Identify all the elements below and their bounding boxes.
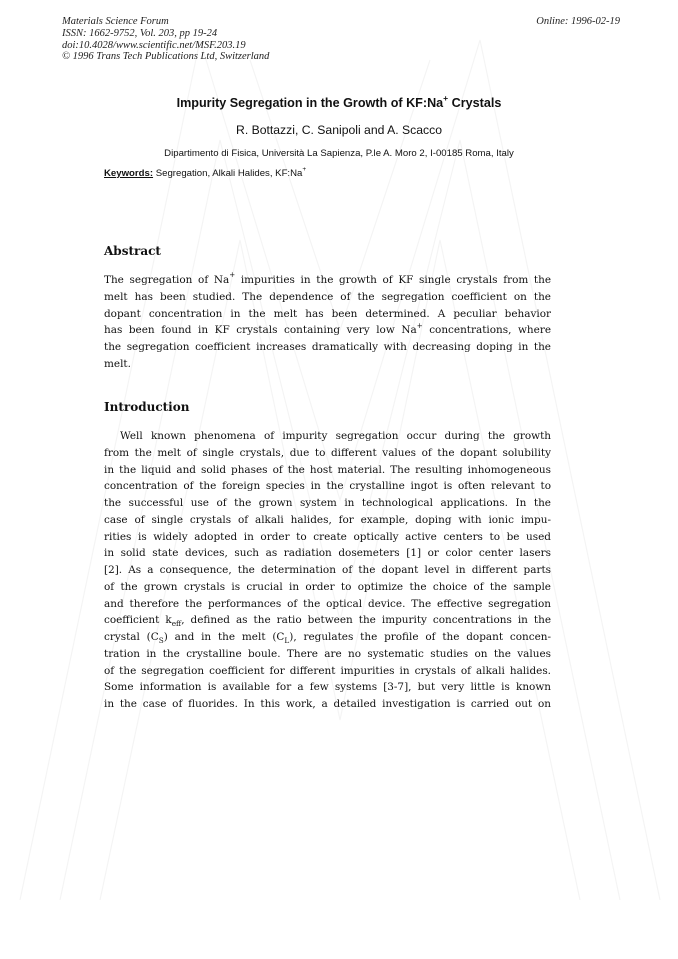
intro-line: Well known phenomena of impurity segregation occur during the growth bbox=[120, 430, 551, 442]
copyright-line: © 1996 Trans Tech Publications Ltd, Switzerland bbox=[62, 51, 270, 63]
keywords-label: Keywords: bbox=[104, 168, 154, 179]
abstract-line: the segregation coefficient increases dramatically with decreasing doping in the bbox=[104, 341, 551, 353]
intro-line: the successful use of the grown system in technological applications. In the bbox=[104, 497, 551, 509]
abstract-line: dopant concentration in the melt has been determined. A peculiar behavior bbox=[104, 307, 551, 320]
title-end: Crystals bbox=[448, 96, 502, 110]
intro-line: coefficient $k_{eff}$, defined as the ratio between the impurity concentrations in the bbox=[104, 614, 551, 629]
intro-line: in solid state devices, such as radiation dosemeters [1] or color center lasers bbox=[104, 547, 551, 560]
title-superscript: + bbox=[443, 92, 449, 103]
intro-line: concentration of the foreign species in the crystalline ingot is often relevant to bbox=[104, 480, 551, 493]
intro-line: Some information is available for a few systems [3-7], but very little is known bbox=[104, 681, 551, 694]
introduction-heading: Introduction bbox=[104, 400, 190, 414]
doi-line[interactable]: doi:10.4028/www.scientific.net/MSF.203.19 bbox=[62, 39, 246, 51]
journal-name: Materials Science Forum bbox=[62, 16, 169, 27]
intro-line: of the grown crystals is crucial in order to optimize the choice of the sample bbox=[104, 580, 551, 593]
abstract-line: has been found in KF crystals containing very low Na+ concentrations, where bbox=[104, 320, 551, 337]
online-date: Online: 1996-02-19 bbox=[536, 16, 620, 27]
intro-line: rities is widely adopted in order to create optically active centers to be used bbox=[104, 530, 551, 543]
abstract-line: melt. bbox=[104, 357, 131, 370]
keywords-text: Segregation, Alkali Halides, KF:Na bbox=[153, 168, 303, 179]
intro-line: [2]. As a consequence, the determination of the dopant level in different parts bbox=[104, 564, 551, 576]
affiliation: Dipartimento di Fisica, Università La Sapienza, P.le A. Moro 2, I-00185 Roma, Italy bbox=[164, 148, 514, 159]
intro-line: in the case of fluorides. In this work, a detailed investigation is carried out on bbox=[104, 698, 551, 710]
abstract-line: The segregation of Na+ impurities in the growth of KF single crystals from the bbox=[104, 270, 552, 286]
intro-line: tration in the crystalline boule. There are no systematic studies on the values bbox=[104, 647, 551, 660]
title-main: Impurity Segregation in the Growth of KF:Na bbox=[176, 96, 444, 110]
intro-line: crystal $(C_S)$ and in the melt $(C_L)$, regulates the profile of the dopant concen- bbox=[104, 631, 551, 646]
abstract-line: melt has been studied. The dependence of the segregation coefficient on the bbox=[104, 290, 551, 303]
journal-header bbox=[62, 16, 269, 63]
authors: R. Bottazzi, C. Sanipoli and A. Scacco bbox=[236, 123, 442, 137]
abstract-heading: Abstract bbox=[104, 244, 161, 258]
intro-line: in the liquid and solid phases of the host material. The resulting inhomogeneous bbox=[104, 463, 551, 476]
intro-line: and therefore the performances of the optical device. The effective segregation bbox=[104, 597, 551, 610]
paper-title bbox=[0, 92, 678, 110]
keywords bbox=[104, 165, 307, 179]
keywords-superscript: + bbox=[302, 165, 307, 173]
issn-line: ISSN: 1662-9752, Vol. 203, pp 19-24 bbox=[62, 27, 218, 39]
intro-line: of the segregation coefficient for different impurities in crystals of alkali halides. bbox=[104, 664, 551, 677]
introduction-body bbox=[104, 428, 551, 713]
intro-line: case of single crystals of alkali halides, for example, doping with ionic impu- bbox=[104, 513, 551, 526]
abstract-body bbox=[104, 272, 551, 373]
intro-line: from the melt of single crystals, due to different values of the dopant solubility bbox=[104, 446, 551, 459]
